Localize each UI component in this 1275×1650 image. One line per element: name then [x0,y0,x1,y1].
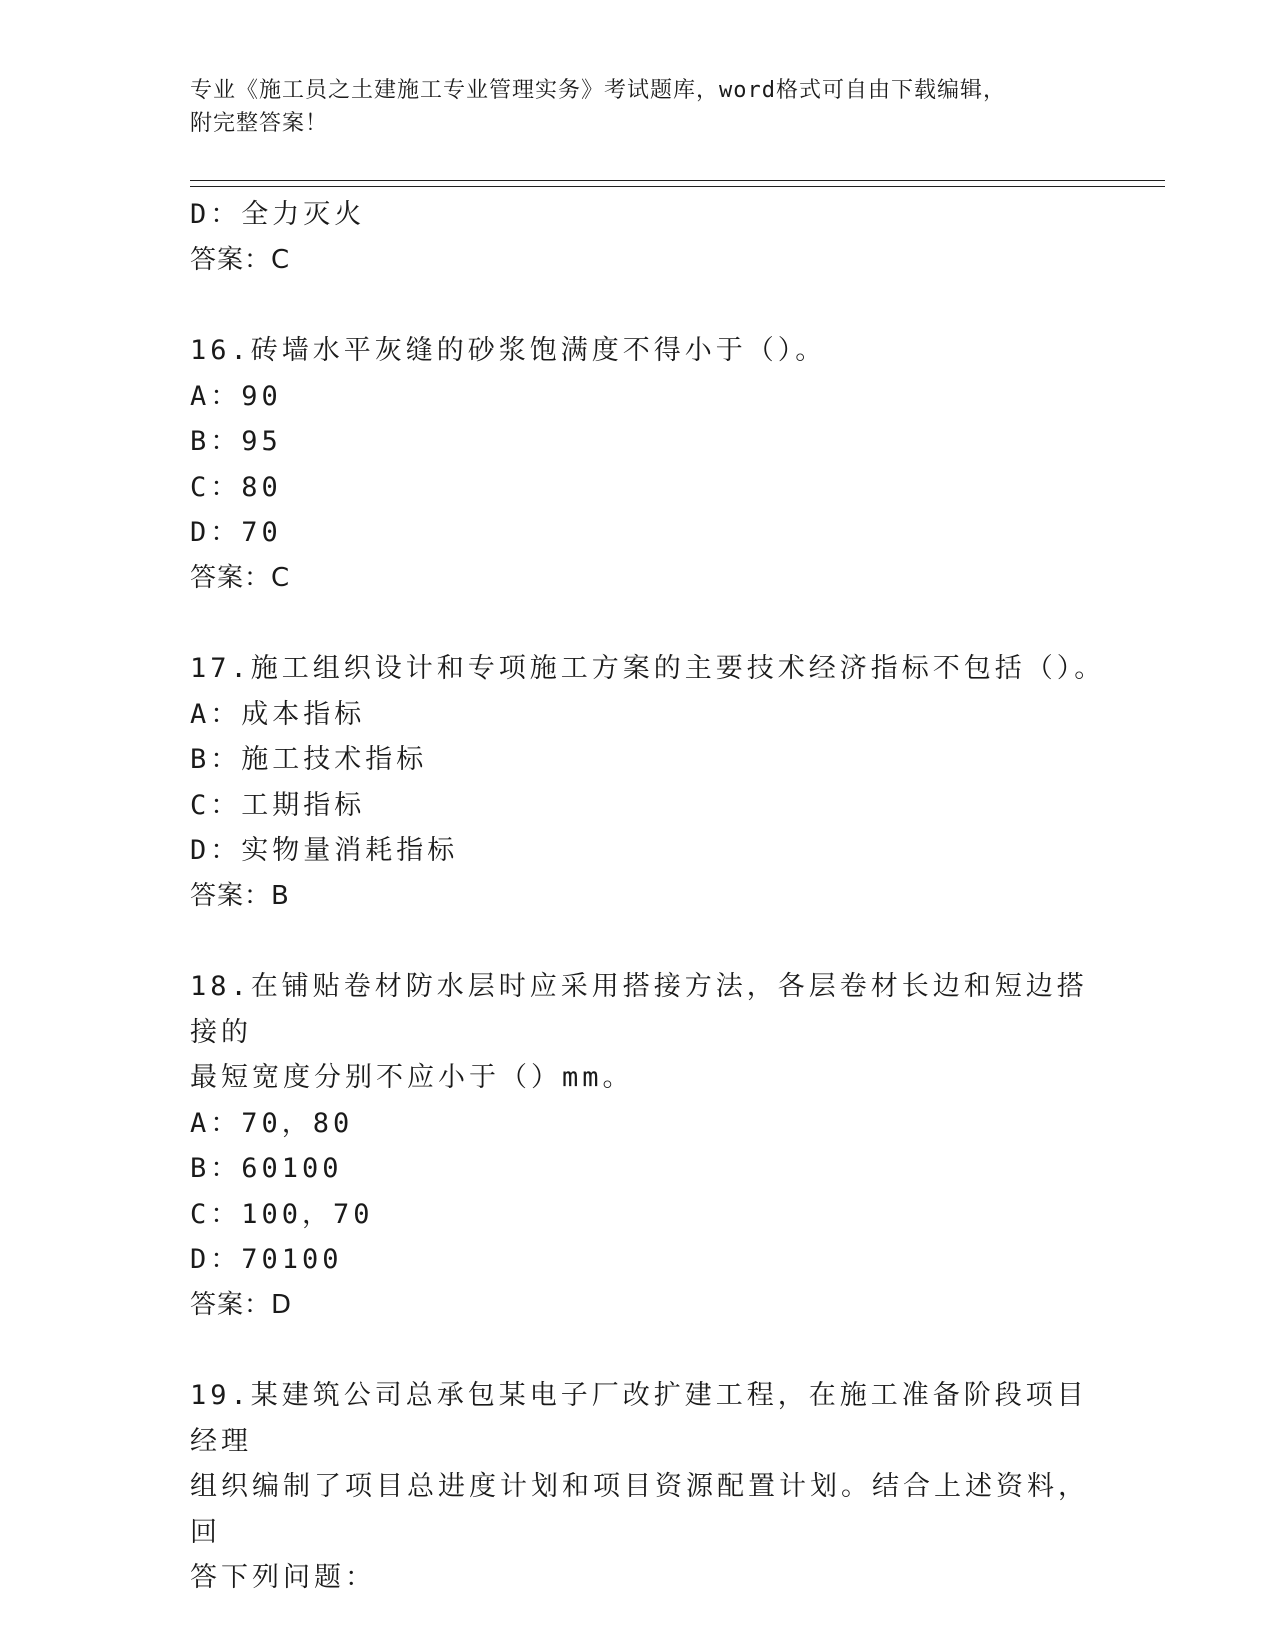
question-text-line-2: 最短宽度分别不应小于（）mm。 [190,1062,634,1093]
option-d: D：70 [190,517,282,548]
question-text-line-1: 18.在铺贴卷材防水层时应采用搭接方法，各层卷材长边和短边搭接的 [190,971,1088,1048]
option-c: C：100，70 [190,1198,374,1230]
option-d: D：实物量消耗指标 [190,835,459,866]
question-text: 16.砖墙水平灰缝的砂浆饱满度不得小于（）。 [190,335,827,366]
answer-line: 答案：D [190,1289,293,1320]
option-b: B：95 [190,426,282,457]
question-text: 17.施工组织设计和专项施工方案的主要技术经济指标不包括（）。 [190,653,1106,684]
option-a: A：70，80 [190,1107,354,1139]
option-b: B：60100 [190,1153,343,1184]
header-line-2: 附完整答案！ [190,111,329,136]
question-19 [190,1373,1110,1601]
previous-question-tail [190,192,1110,283]
question-text-line-3: 答下列问题： [190,1562,376,1593]
answer-line: 答案：C [190,244,291,275]
header-divider-bottom [190,186,1165,187]
option-d: D：70100 [190,1244,343,1275]
question-16 [190,328,1110,601]
option-b: B：施工技术指标 [190,744,428,775]
document-header [190,74,1090,140]
option-a: A：成本指标 [190,698,366,730]
question-17 [190,646,1110,919]
header-divider-top [190,180,1165,181]
question-18 [190,964,1110,1328]
question-text-line-1: 19.某建筑公司总承包某电子厂改扩建工程，在施工准备阶段项目经理 [190,1380,1088,1457]
answer-line: 答案：B [190,880,290,911]
answer-line: 答案：C [190,562,291,593]
header-line-1: 专业《施工员之土建施工专业管理实务》考试题库，word格式可自由下载编辑， [190,78,1006,103]
option-d: D：全力灭火 [190,199,366,230]
option-c: C：工期指标 [190,789,366,821]
option-a: A：90 [190,380,282,412]
question-text-line-2: 组织编制了项目总进度计划和项目资源配置计划。结合上述资料，回 [190,1471,1089,1548]
document-body [190,192,1110,1601]
option-c: C：80 [190,471,282,503]
